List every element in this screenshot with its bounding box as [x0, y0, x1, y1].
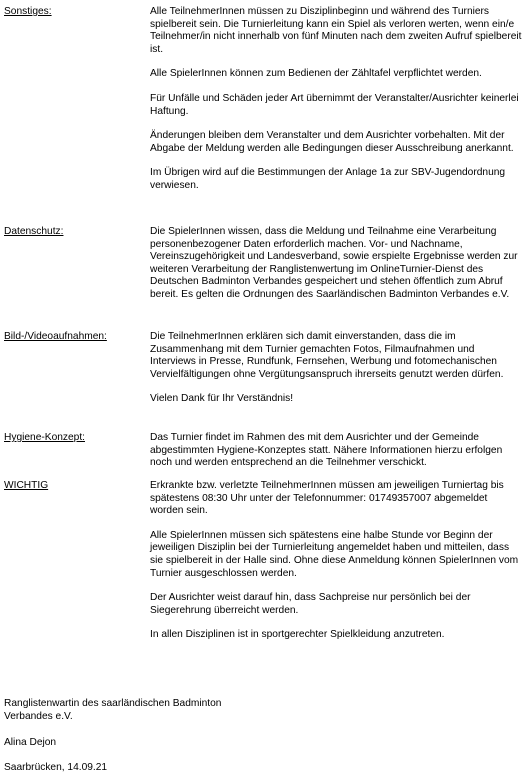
org-line-1: Ranglistenwartin des saarländischen Badminton — [4, 698, 222, 709]
paragraph: Erkrankte bzw. verletzte TeilnehmerInnen müssen am jeweiligen Turniertag bis spätestens 08:30 Uhr unter der Telefonnummer: 01749357007 abgemeldet worden sein. — [150, 480, 504, 517]
paragraph: Vielen Dank für Ihr Verständnis! — [150, 393, 294, 405]
paragraph: Der Ausrichter weist darauf hin, dass Sachpreise nur persönlich bei der Siegerehrung überreicht werden. — [150, 592, 471, 616]
paragraph: Im Übrigen wird auf die Bestimmungen der Anlage 1a zur SBV-Jugendordnung verwiesen. — [150, 167, 506, 191]
paragraph: Änderungen bleiben dem Veranstalter und dem Ausrichter vorbehalten. Mit der Abgabe der Meldung werden alle Bedingungen dieser Ausschreibung anerkannt. — [150, 130, 514, 154]
paragraph: Das Turnier findet im Rahmen des mit dem Ausrichter und der Gemeinde abgestimmten Hygiene-Konzeptes statt. Nähere Informationen hierzu erfolgen noch und werden entsprechend an die Teilnehmer verschickt. — [150, 432, 503, 469]
section-label: Hygiene-Konzept: — [4, 432, 85, 443]
paragraph: Alle TeilnehmerInnen müssen zu Disziplinbeginn und während des Turniers spielbereit sein. Die Turnierleitung kann ein Spiel als verloren werten, wenn ein/e Teilnehmer/in nicht innerhalb von fünf Minuten nach dem zweiten Aufruf spielbereit ist. — [150, 6, 522, 55]
name: Alina Dejon — [4, 737, 57, 748]
signer-name — [4, 737, 304, 750]
paragraph: In allen Disziplinen ist in sportgerechter Spielkleidung anzutreten. — [150, 629, 445, 641]
signature-block — [4, 698, 304, 723]
place-date-block — [4, 762, 304, 775]
paragraph: Alle SpielerInnen müssen sich spätestens eine halbe Stunde vor Beginn der jeweiligen Disziplin bei der Turnierleitung angemeldet haben und mitteilen, dass sie spielbereit in der Halle sind. Ohne diese Anmeldung können SpielerInnen vom Turnier ausgeschlossen werden. — [150, 529, 519, 579]
section-body — [150, 226, 522, 302]
section-body — [150, 331, 522, 406]
section-label: WICHTIG — [4, 480, 49, 491]
section-label: Datenschutz: — [4, 226, 64, 237]
paragraph: Alle SpielerInnen können zum Bedienen der Zähltafel verpflichtet werden. — [150, 68, 482, 80]
section-label: Bild-/Videoaufnahmen: — [4, 331, 107, 342]
org-line-2: Verbandes e.V. — [4, 710, 73, 722]
section-body — [150, 432, 522, 470]
paragraph: Für Unfälle und Schäden jeder Art übernimmt der Veranstalter/Ausrichter keinerlei Haftung. — [150, 92, 519, 117]
section-label: Sonstiges: — [4, 6, 52, 17]
section-body — [150, 6, 522, 193]
section-body — [150, 480, 522, 642]
place-date: Saarbrücken, 14.09.21 — [4, 762, 108, 773]
paragraph: Die SpielerInnen wissen, dass die Meldung und Teilnahme eine Verarbeitung personenbezogener Daten erforderlich machen. Vor- und Nachname, Vereinszugehörigkeit und Landesverband, sowie erspielte Ergebnisse werden zur weiteren Verarbeitung der Ranglistenwertung im OnlineTurnier-Dienst des Deutschen Badminton Verbandes gespeichert und stehen öffentlich zum Abruf bereit. Es gelten die Ordnungen des Saarländischen Badminton Verbandes e.V. — [150, 226, 518, 300]
paragraph: Die TeilnehmerInnen erklären sich damit einverstanden, dass die im Zusammenhang mit dem Turnier gemachten Fotos, Filmaufnahmen und Interviews in Presse, Rundfunk, Fernsehen, Werbung und fotomechanischen Vervielfältigungen ohne Vergütungsanspruch ihrerseits genutzt werden dürfen. — [150, 331, 504, 380]
